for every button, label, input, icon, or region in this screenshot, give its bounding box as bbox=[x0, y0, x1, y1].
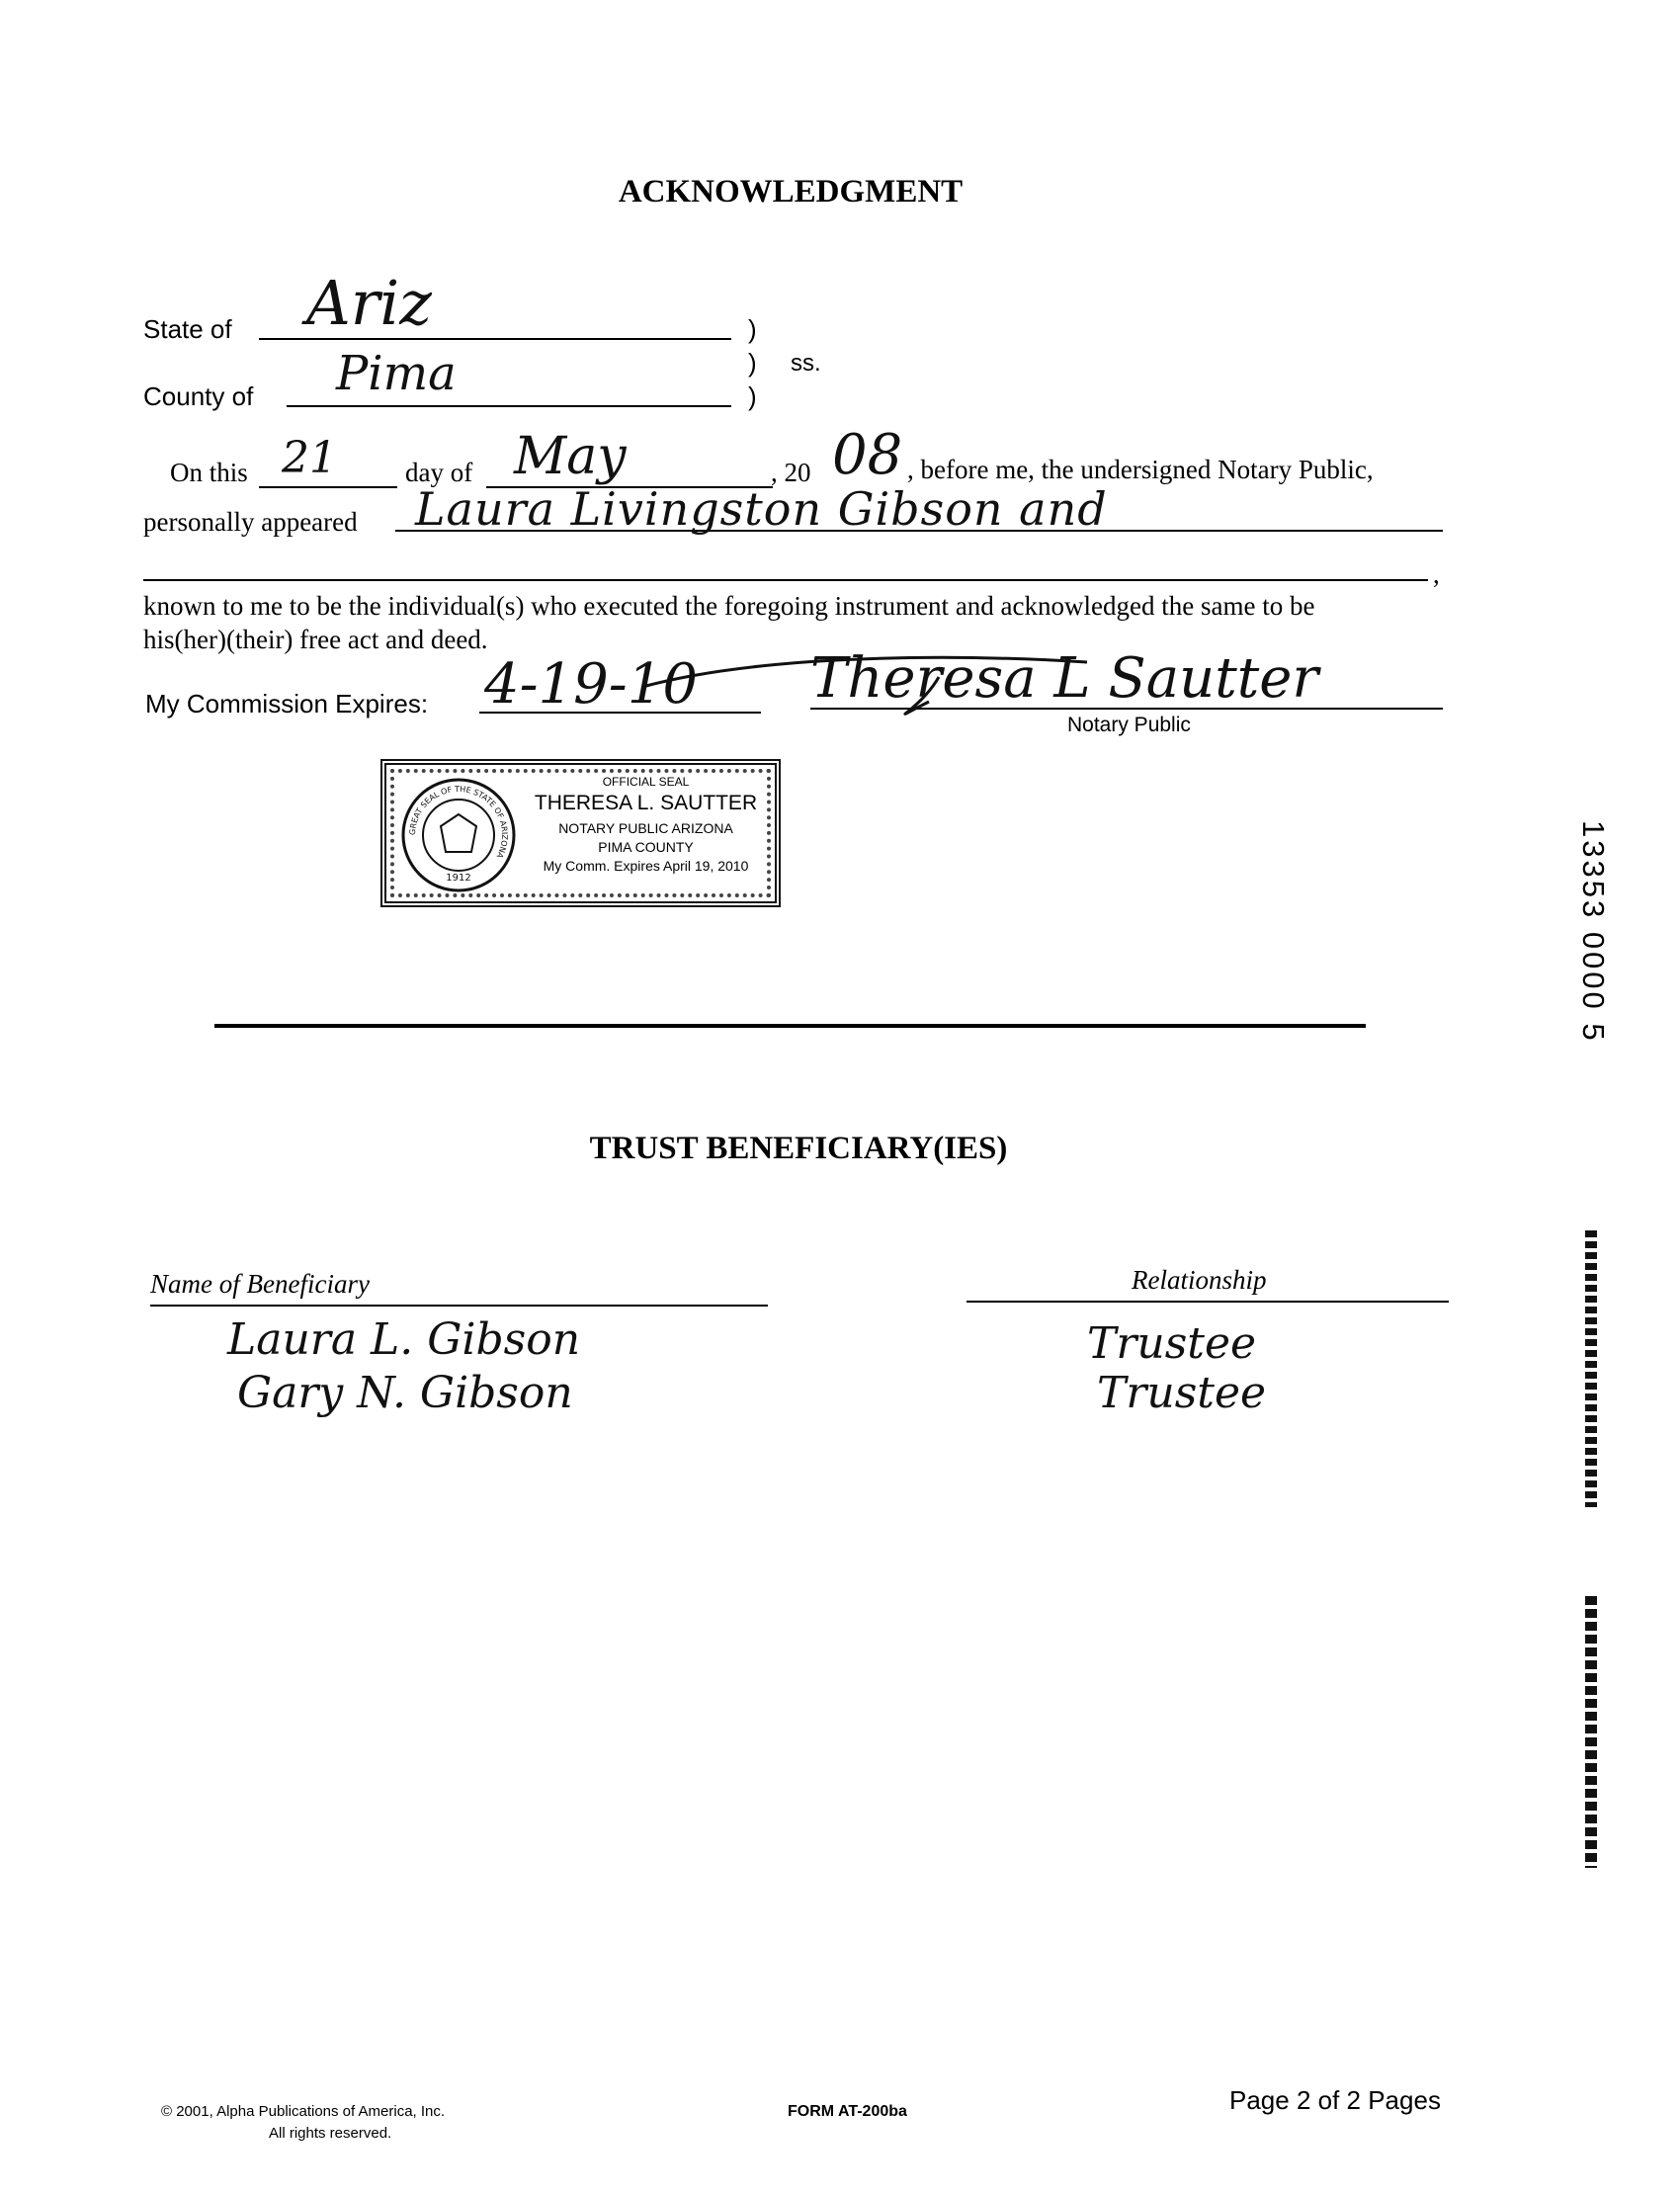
known-text-line2: his(her)(their) free act and deed. bbox=[143, 625, 488, 654]
relationship-header: Relationship bbox=[1132, 1265, 1267, 1295]
margin-stamp-number: 13353 0000 5 bbox=[1576, 820, 1611, 1044]
seal-line3: NOTARY PUBLIC ARIZONA bbox=[558, 820, 733, 836]
known-text-line1: known to me to be the individual(s) who executed the foregoing instrument and acknowledged the same to be bbox=[143, 591, 1315, 621]
acknowledgment-title: ACKNOWLEDGMENT bbox=[618, 174, 964, 210]
margin-scan-bar-2 bbox=[1585, 1596, 1597, 1868]
beneficiary-name-2: Gary N. Gibson bbox=[237, 1368, 573, 1418]
county-value: Pima bbox=[336, 346, 457, 401]
day-of-label: day of bbox=[405, 458, 473, 487]
state-label: State of bbox=[143, 314, 232, 344]
relationship-header-line bbox=[966, 1301, 1449, 1303]
svg-text:GREAT SEAL OF THE STATE OF ARI: GREAT SEAL OF THE STATE OF ARIZONA bbox=[407, 784, 510, 860]
notary-public-label: Notary Public bbox=[1067, 714, 1191, 736]
ss-label: ss. bbox=[791, 350, 821, 377]
day-value: 21 bbox=[282, 433, 337, 483]
beneficiaries-title: TRUST BENEFICIARY(IES) bbox=[589, 1131, 1008, 1166]
before-me-text: , before me, the undersigned Notary Public, bbox=[907, 455, 1374, 484]
margin-scan-bar-1 bbox=[1585, 1230, 1597, 1507]
footer-copyright-line1: © 2001, Alpha Publications of America, Inc. bbox=[161, 2103, 446, 2120]
state-seal-emblem bbox=[400, 777, 517, 893]
personally-appeared-label: personally appeared bbox=[143, 507, 358, 537]
paren-3: ) bbox=[748, 381, 757, 411]
year-value: 08 bbox=[832, 423, 903, 487]
seal-line5: My Comm. Expires April 19, 2010 bbox=[543, 858, 749, 874]
footer-form-id: FORM AT-200ba bbox=[788, 2103, 907, 2120]
name-header-line bbox=[150, 1305, 768, 1307]
seal-line2: THERESA L. SAUTTER bbox=[534, 792, 758, 814]
county-line bbox=[287, 405, 731, 407]
year-prefix: , 20 bbox=[771, 458, 811, 487]
beneficiary-name-1: Laura L. Gibson bbox=[227, 1314, 581, 1365]
state-value: Ariz bbox=[306, 267, 432, 339]
name-header: Name of Beneficiary bbox=[150, 1269, 370, 1299]
section-divider bbox=[214, 1024, 1366, 1028]
official-seal-stamp bbox=[380, 759, 781, 907]
blank-line bbox=[143, 579, 1428, 581]
notary-signature: Theresa L Sautter bbox=[810, 646, 1319, 711]
beneficiary-relationship-1: Trustee bbox=[1087, 1318, 1257, 1369]
footer-page-info: Page 2 of 2 Pages bbox=[1229, 2085, 1441, 2115]
blank-line-comma: , bbox=[1433, 559, 1440, 589]
commission-label: My Commission Expires: bbox=[145, 689, 429, 718]
county-label: County of bbox=[143, 381, 254, 411]
appeared-value: Laura Livingston Gibson and bbox=[415, 482, 1108, 536]
paren-1: ) bbox=[748, 314, 757, 344]
footer-copyright-line2: All rights reserved. bbox=[269, 2125, 392, 2142]
seal-line4: PIMA COUNTY bbox=[598, 839, 694, 855]
commission-value: 4-19-10 bbox=[484, 652, 698, 717]
svg-text:1912: 1912 bbox=[446, 873, 471, 884]
on-this-label: On this bbox=[170, 458, 248, 487]
seal-line1: OFFICIAL SEAL bbox=[602, 775, 690, 789]
signature-flourish bbox=[632, 633, 1107, 741]
day-line bbox=[259, 486, 397, 488]
beneficiary-relationship-2: Trustee bbox=[1097, 1368, 1267, 1418]
paren-2: ) bbox=[748, 348, 757, 378]
month-value: May bbox=[514, 427, 627, 486]
